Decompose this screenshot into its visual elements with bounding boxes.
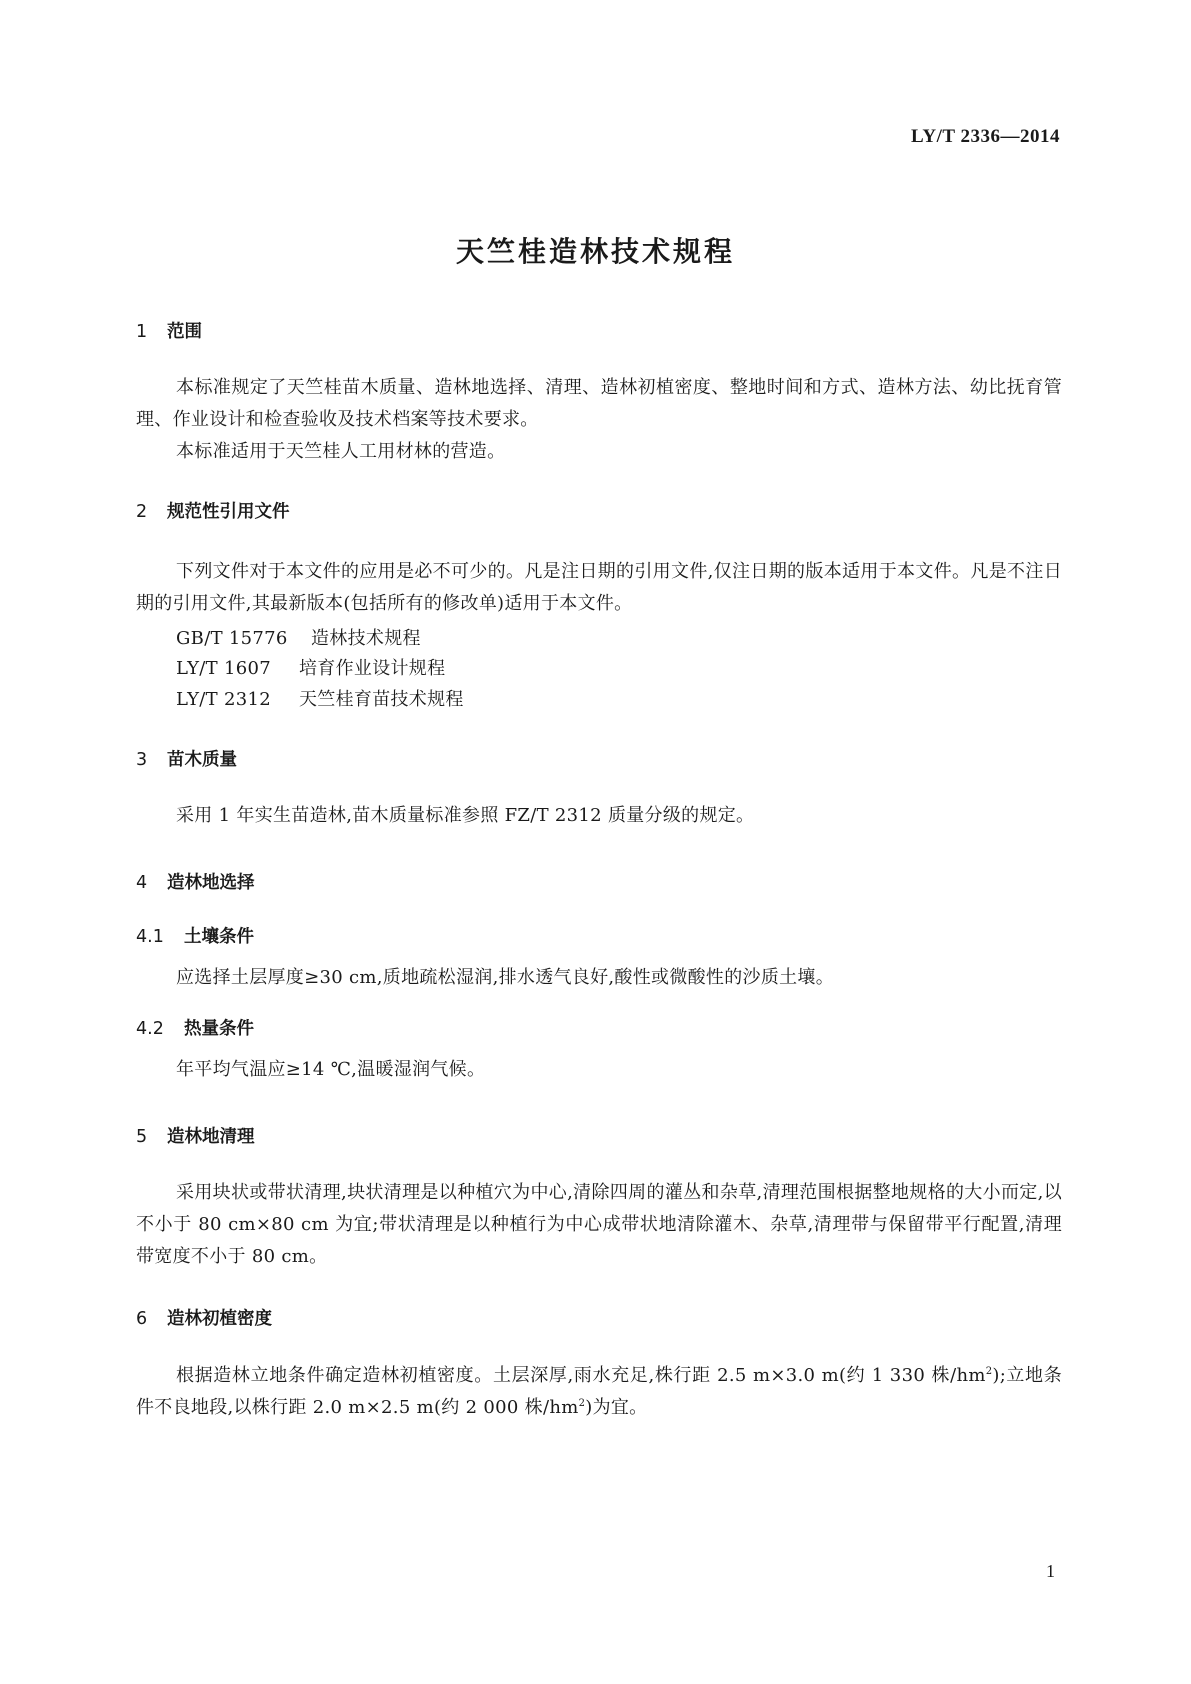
section-number: 2	[136, 502, 148, 522]
section-title: 造林地清理	[167, 1127, 255, 1147]
standard-code: LY/T 2336—2014	[910, 126, 1060, 147]
section-1-heading	[136, 318, 202, 343]
reference-code: LY/T 1607	[176, 658, 271, 679]
reference-title: 造林技术规程	[311, 628, 421, 649]
section-1-paragraph-1: 本标准规定了天竺桂苗木质量、造林地选择、清理、造林初植密度、整地时间和方式、造林方法、幼比抚育管理、作业设计和检查验收及技术档案等技术要求。	[136, 377, 1062, 430]
subsection-4-1-heading	[136, 923, 254, 948]
reference-title: 培育作业设计规程	[299, 658, 446, 679]
section-title: 造林地选择	[167, 873, 255, 893]
subsection-4-2-heading	[136, 1015, 254, 1040]
section-2-paragraph-1: 下列文件对于本文件的应用是必不可少的。凡是注日期的引用文件,仅注日期的版本适用于本文件。凡是不注日期的引用文件,其最新版本(包括所有的修改单)适用于本文件。	[136, 561, 1062, 614]
reference-item	[176, 654, 445, 680]
page-number: 1	[1046, 1561, 1055, 1581]
section-5-heading	[136, 1123, 255, 1148]
section-number: 6	[136, 1309, 148, 1329]
subsection-title: 土壤条件	[184, 927, 254, 947]
section-number: 3	[136, 750, 148, 770]
section-3-paragraph-1: 采用 1 年实生苗造林,苗木质量标准参照 FZ/T 2312 质量分级的规定。	[176, 805, 755, 826]
section-number: 5	[136, 1127, 148, 1147]
section-title: 范围	[167, 322, 202, 342]
section-title: 造林初植密度	[167, 1309, 272, 1329]
section-2-heading	[136, 498, 290, 523]
subsection-4-2-paragraph: 年平均气温应≥14 ℃,温暖湿润气候。	[176, 1059, 486, 1080]
text-run: )为宜。	[585, 1397, 648, 1418]
reference-code: LY/T 2312	[176, 689, 271, 710]
reference-code: GB/T 15776	[176, 628, 288, 649]
section-title: 规范性引用文件	[167, 502, 290, 522]
text-run: 根据造林立地条件确定造林初植密度。土层深厚,雨水充足,株行距 2.5 m×3.0 m(约 1 330 株/hm	[176, 1365, 986, 1386]
superscript: 2	[985, 1366, 993, 1377]
section-title: 苗木质量	[167, 750, 237, 770]
reference-item	[176, 685, 464, 711]
section-6-paragraph-1	[136, 1360, 1062, 1424]
reference-title: 天竺桂育苗技术规程	[299, 689, 464, 710]
document-title: 天竺桂造林技术规程	[455, 235, 735, 268]
section-5-paragraph-1: 采用块状或带状清理,块状清理是以种植穴为中心,清除四周的灌丛和杂草,清理范围根据整地规格的大小而定,以不小于 80 cm×80 cm 为宜;带状清理是以种植行为中心成带状地清除灌木、杂草,清理带与保留带平行配置,清理带宽度不小于 80 cm。	[136, 1182, 1062, 1267]
section-3-heading	[136, 746, 237, 771]
section-4-heading	[136, 869, 255, 894]
reference-item	[176, 624, 421, 650]
section-number: 4	[136, 873, 148, 893]
text-run: );立地条件不良地段,以株行距 2.0 m×2.5 m(约 2 000 株/hm	[136, 1365, 1062, 1418]
superscript: 2	[578, 1398, 586, 1409]
subsection-number: 4.1	[136, 927, 164, 947]
section-number: 1	[136, 322, 148, 342]
subsection-number: 4.2	[136, 1019, 164, 1039]
section-1-paragraph-2: 本标准适用于天竺桂人工用材林的营造。	[176, 441, 506, 462]
subsection-4-1-paragraph: 应选择土层厚度≥30 cm,质地疏松湿润,排水透气良好,酸性或微酸性的沙质土壤。	[176, 967, 835, 988]
section-6-heading	[136, 1305, 272, 1330]
subsection-title: 热量条件	[184, 1019, 254, 1039]
